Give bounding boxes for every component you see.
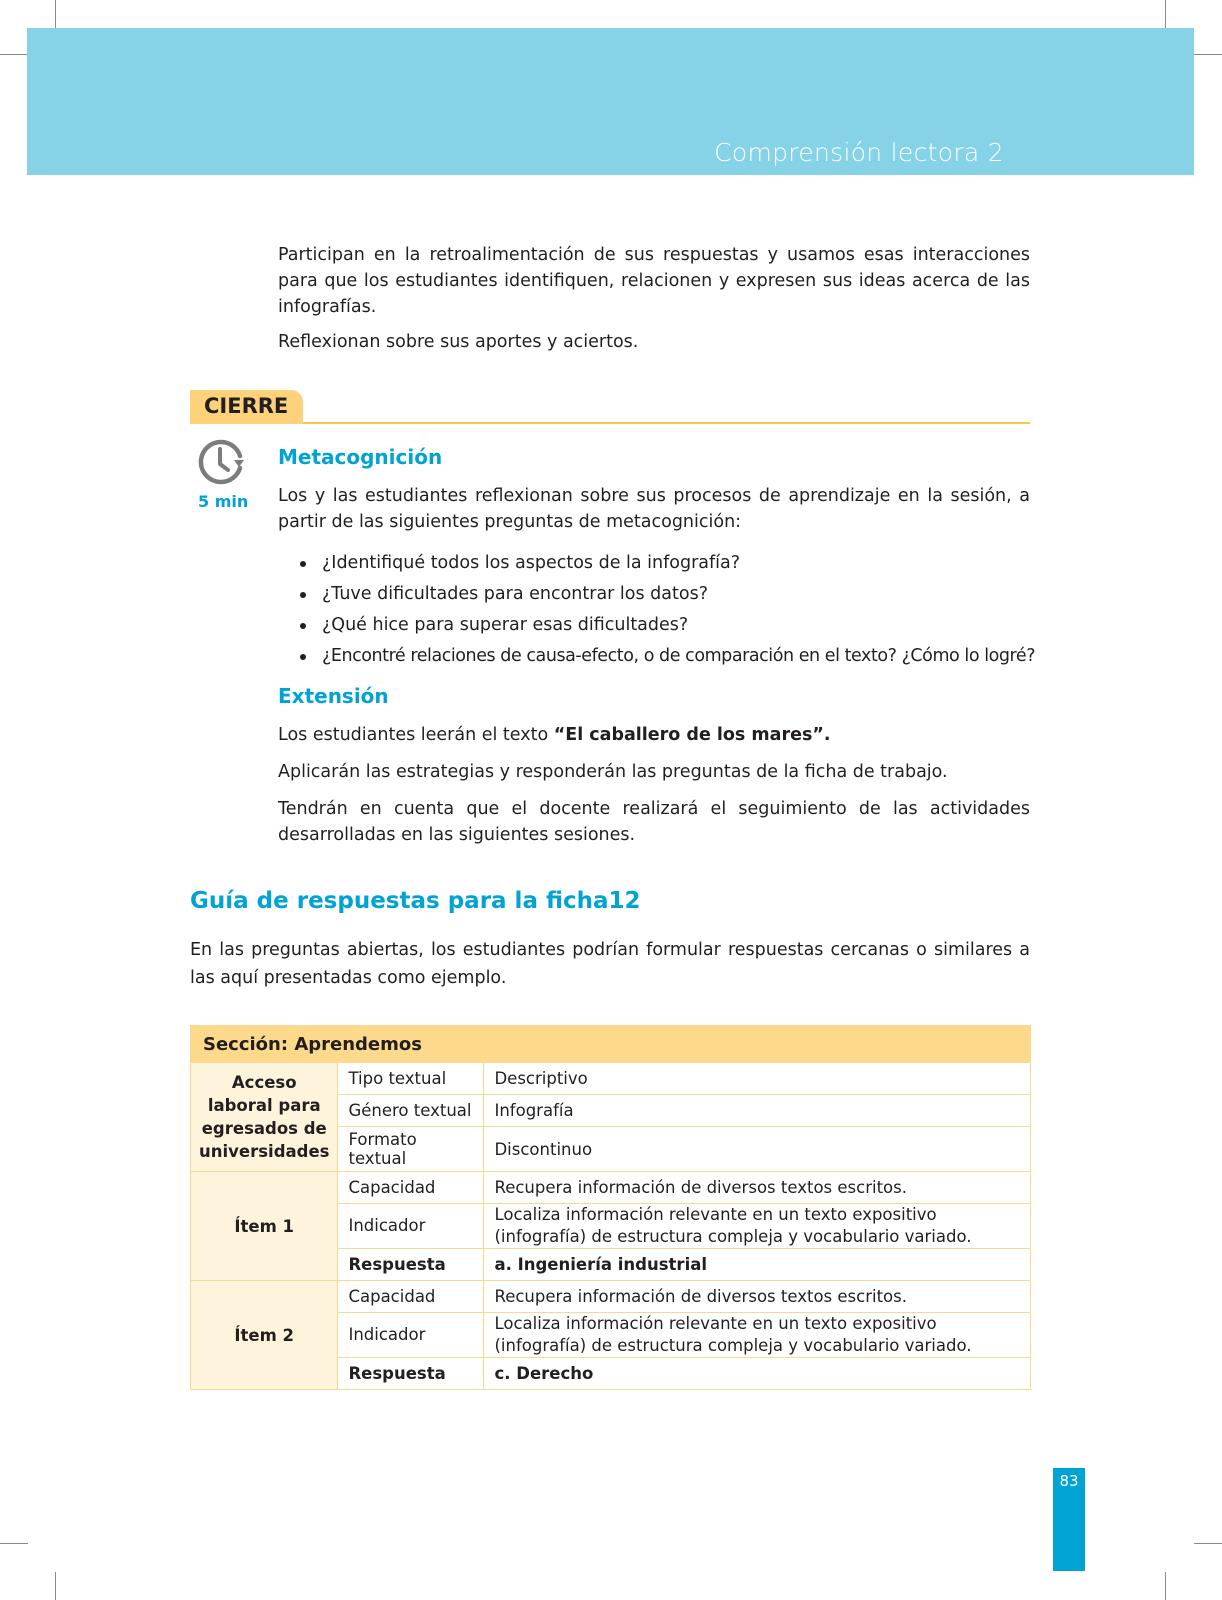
header-banner [27, 28, 1194, 175]
cierre-tab [190, 390, 303, 424]
extension-paragraph: Tendrán en cuenta que el docente realizará el seguimiento de las actividades desarrolladas en las siguientes sesiones. [278, 799, 1030, 845]
table-cell-label: Respuesta [338, 1358, 484, 1390]
cierre-label: CIERRE [204, 394, 289, 418]
table-section-header: Sección: Aprendemos [191, 1026, 1031, 1063]
header-title: Comprensión lectora 2 [714, 138, 1004, 167]
table-cell-value: Localiza información relevante en un texto expositivo (infografía) de estructura compleja y vocabulario variado. [484, 1313, 1031, 1358]
crop-mark [1165, 0, 1166, 28]
list-item: ¿Identifiqué todos los aspectos de la infografía? [296, 548, 1036, 579]
table-row-head: Ítem 2 [191, 1281, 338, 1390]
metacognition-questions [296, 548, 1036, 672]
table-cell-label: Formato textual [338, 1127, 484, 1172]
table-cell-value: a. Ingeniería industrial [484, 1249, 1031, 1281]
list-item: ¿Encontré relaciones de causa-efecto, o de comparación en el texto? ¿Cómo lo logré? [296, 641, 1036, 672]
crop-mark [0, 1543, 28, 1544]
crop-mark [55, 0, 56, 28]
answer-table [190, 1025, 1031, 1390]
table-cell-label: Capacidad [338, 1172, 484, 1204]
intro-paragraph: Reflexionan sobre sus aportes y aciertos. [278, 332, 639, 352]
list-item: ¿Tuve dificultades para encontrar los datos? [296, 579, 1036, 610]
page-number: 83 [1059, 1472, 1079, 1490]
table-row-head: Acceso laboral para egresados de universidades [191, 1063, 338, 1172]
extension-text [278, 722, 1030, 748]
intro-paragraph: Participan en la retroalimentación de sus respuestas y usamos esas interacciones para que los estudiantes identifiquen, relacionen y expresen sus ideas acerca de las infografías. [278, 245, 1030, 317]
table-row [191, 1172, 1031, 1204]
crop-mark [1165, 1572, 1166, 1600]
extension-title: Extensión [278, 684, 389, 708]
table-cell-label: Tipo textual [338, 1063, 484, 1095]
page-number-tab [1053, 1468, 1085, 1571]
extension-text-prefix: Los estudiantes leerán el texto [278, 725, 554, 745]
table-cell-label: Indicador [338, 1313, 484, 1358]
time-label: 5 min [198, 492, 249, 511]
crop-mark [1194, 1543, 1222, 1544]
list-item: ¿Qué hice para superar esas dificultades? [296, 610, 1036, 641]
table-cell-value: Recupera información de diversos textos escritos. [484, 1281, 1031, 1313]
table-cell-label: Género textual [338, 1095, 484, 1127]
table-cell-label: Indicador [338, 1204, 484, 1249]
metacognition-text: Los y las estudiantes reflexionan sobre sus procesos de aprendizaje en la sesión, a partir de las siguientes preguntas de metacognición: [278, 486, 1030, 532]
table-cell-label: Capacidad [338, 1281, 484, 1313]
metacognition-title: Metacognición [278, 445, 443, 469]
table-cell-value: Descriptivo [484, 1063, 1031, 1095]
section-divider [303, 422, 1030, 424]
guide-title: Guía de respuestas para la ficha12 [190, 888, 641, 914]
guide-intro: En las preguntas abiertas, los estudiantes podrían formular respuestas cercanas o similares a las aquí presentadas como ejemplo. [190, 940, 1030, 988]
crop-mark [0, 54, 28, 55]
extension-text-title: “El caballero de los mares”. [553, 725, 831, 745]
crop-mark [55, 1572, 56, 1600]
clock-icon [196, 436, 248, 488]
extension-paragraph: Aplicarán las estrategias y responderán las preguntas de la ficha de trabajo. [278, 762, 948, 782]
table-cell-value: c. Derecho [484, 1358, 1031, 1390]
table-cell-value: Infografía [484, 1095, 1031, 1127]
table-row [191, 1281, 1031, 1313]
table-row [191, 1063, 1031, 1095]
table-cell-value: Localiza información relevante en un texto expositivo (infografía) de estructura compleja y vocabulario variado. [484, 1204, 1031, 1249]
table-cell-value: Recupera información de diversos textos escritos. [484, 1172, 1031, 1204]
crop-mark [1194, 54, 1222, 55]
table-cell-value: Discontinuo [484, 1127, 1031, 1172]
table-row-head: Ítem 1 [191, 1172, 338, 1281]
table-cell-label: Respuesta [338, 1249, 484, 1281]
